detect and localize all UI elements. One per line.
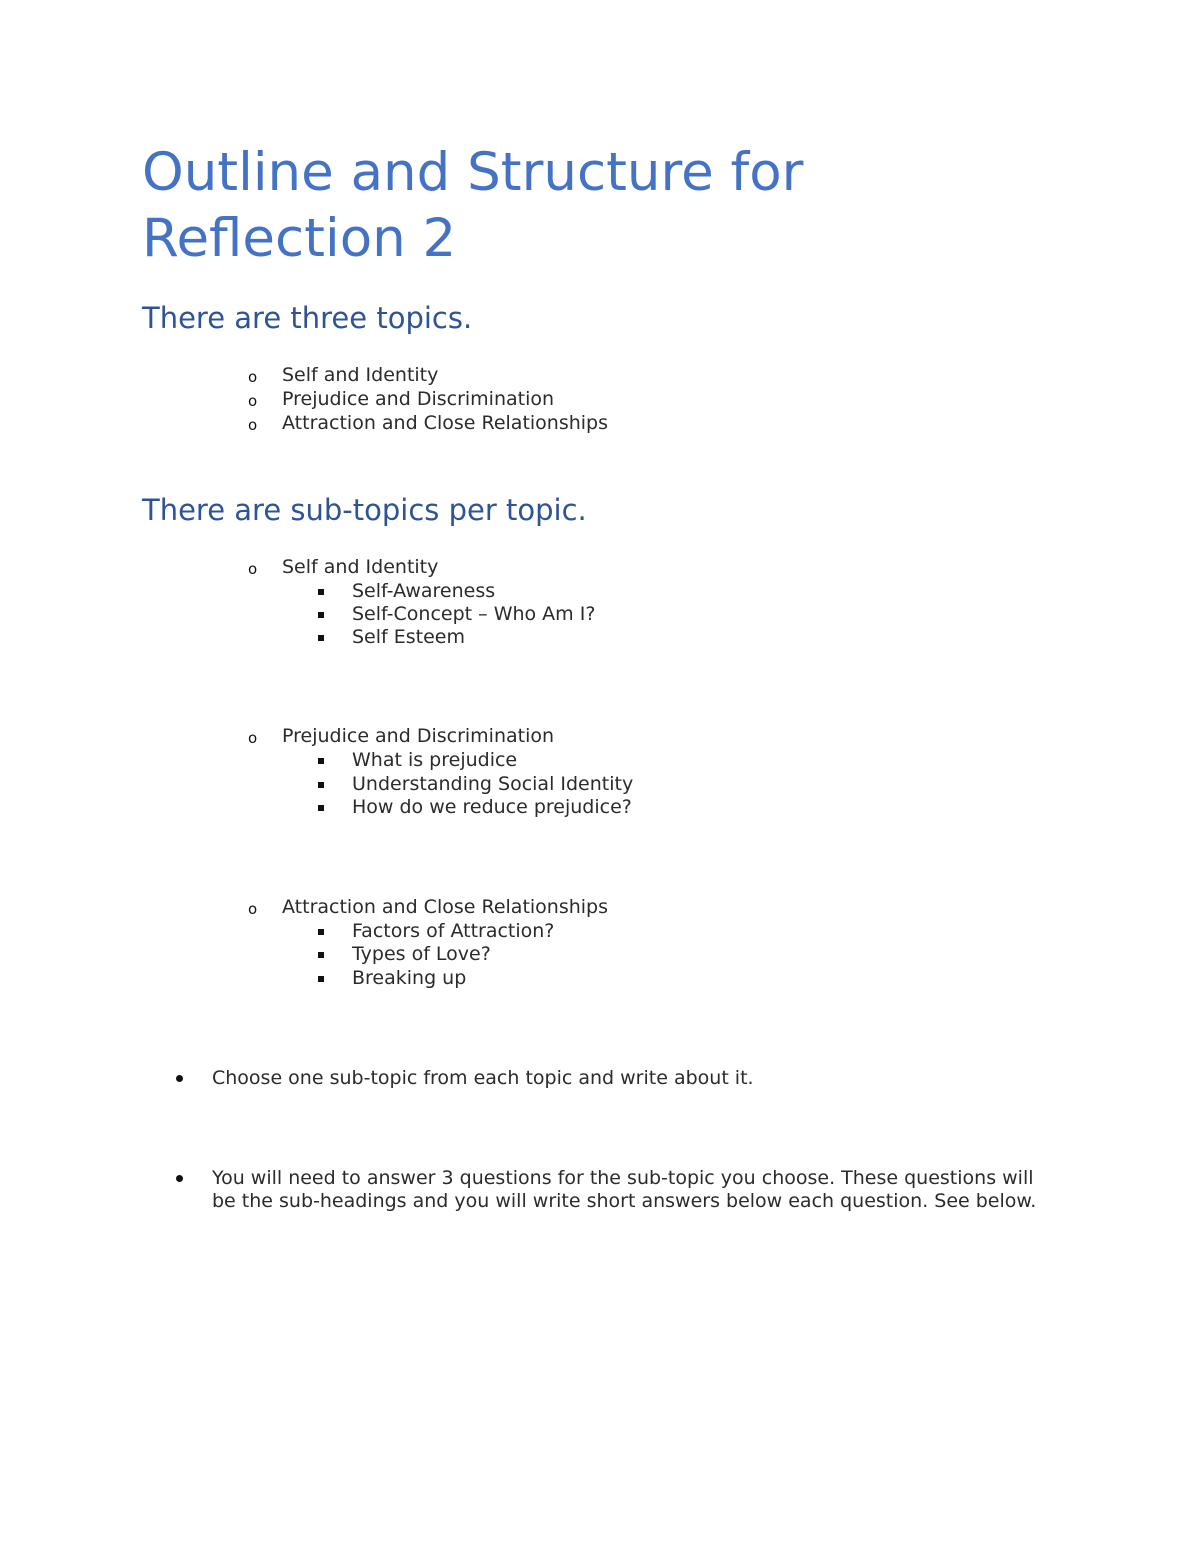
subtopic-item: Types of Love? — [352, 943, 491, 965]
instruction-paragraph: You will need to answer 3 questions for the sub-topic you choose. These questions will be the sub-headings and you will write short answers below each question. See below. — [212, 1167, 1037, 1212]
square-bullet-icon — [318, 758, 324, 764]
subtopic-item: Breaking up — [352, 967, 467, 989]
subtopic-item: How do we reduce prejudice? — [352, 796, 632, 818]
document-title: Outline and Structure for Reflection 2 — [142, 142, 804, 269]
round-bullet-icon — [176, 1175, 183, 1182]
list-item: Prejudice and Discrimination — [282, 388, 555, 410]
subtopic-item: Self-Concept – Who Am I? — [352, 603, 596, 625]
subtopic-item: Self Esteem — [352, 626, 465, 648]
topic-item: Prejudice and Discrimination — [282, 725, 555, 747]
square-bullet-icon — [318, 612, 324, 618]
list-item: Self and Identity — [282, 364, 439, 386]
list-item: Attraction and Close Relationships — [282, 412, 609, 434]
bullet-o-icon: o — [248, 416, 258, 434]
square-bullet-icon — [318, 952, 324, 958]
square-bullet-icon — [318, 929, 324, 935]
topic-item: Self and Identity — [282, 556, 439, 578]
instruction-paragraph: Choose one sub-topic from each topic and write about it. — [212, 1067, 754, 1089]
subtopic-item: What is prejudice — [352, 749, 518, 771]
square-bullet-icon — [318, 976, 324, 982]
subtopic-item: Factors of Attraction? — [352, 920, 555, 942]
bullet-o-icon: o — [248, 729, 258, 747]
bullet-o-icon: o — [248, 392, 258, 410]
bullet-o-icon: o — [248, 368, 258, 386]
section-heading-topics: There are three topics. — [142, 301, 473, 335]
subtopic-item: Understanding Social Identity — [352, 773, 634, 795]
square-bullet-icon — [318, 782, 324, 788]
bullet-o-icon: o — [248, 560, 258, 578]
square-bullet-icon — [318, 589, 324, 595]
bullet-o-icon: o — [248, 900, 258, 918]
square-bullet-icon — [318, 635, 324, 641]
subtopic-item: Self-Awareness — [352, 580, 496, 602]
section-heading-subtopics: There are sub-topics per topic. — [142, 493, 587, 527]
topic-item: Attraction and Close Relationships — [282, 896, 609, 918]
round-bullet-icon — [176, 1075, 183, 1082]
square-bullet-icon — [318, 805, 324, 811]
